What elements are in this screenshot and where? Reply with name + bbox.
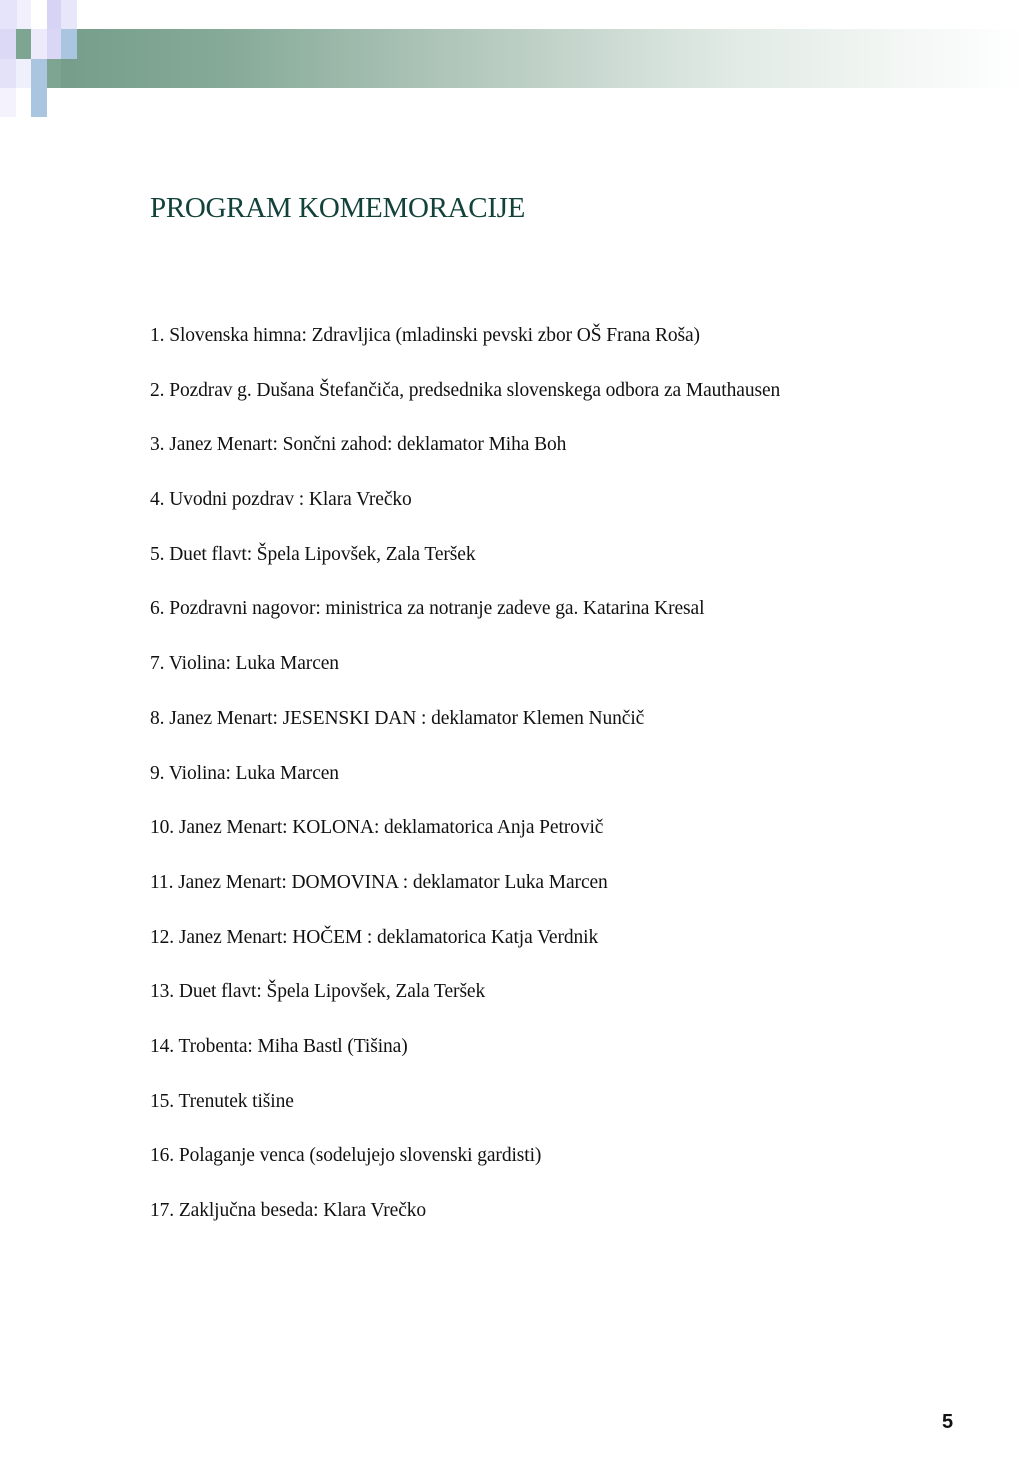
program-item: 9. Violina: Luka Marcen [150, 762, 339, 784]
deco-square [0, 88, 16, 117]
program-item: 6. Pozdravni nagovor: ministrica za notranje zadeve ga. Katarina Kresal [150, 598, 705, 620]
deco-square [47, 59, 61, 88]
program-item: 3. Janez Menart: Sončni zahod: deklamator Miha Boh [150, 434, 567, 456]
deco-square [47, 0, 61, 29]
deco-square [61, 29, 77, 59]
program-item: 7. Violina: Luka Marcen [150, 653, 339, 675]
program-item: 15. Trenutek tišine [150, 1090, 294, 1112]
decorative-squares [0, 0, 1024, 130]
program-item: 10. Janez Menart: KOLONA: deklamatorica Anja Petrovič [150, 817, 604, 839]
page-title: PROGRAM KOMEMORACIJE [150, 192, 526, 224]
program-item: 5. Duet flavt: Špela Lipovšek, Zala Teršek [150, 543, 476, 565]
deco-square [31, 29, 47, 59]
program-item: 11. Janez Menart: DOMOVINA : deklamator Luka Marcen [150, 871, 608, 893]
deco-square [16, 29, 31, 59]
program-item: 14. Trobenta: Miha Bastl (Tišina) [150, 1035, 408, 1057]
program-item: 17. Zaključna beseda: Klara Vrečko [150, 1200, 427, 1221]
program-item: 1. Slovenska himna: Zdravljica (mladinski pevski zbor OŠ Frana Roša) [150, 325, 700, 346]
deco-square [0, 59, 16, 88]
program-item: 2. Pozdrav g. Dušana Štefančiča, predsednika slovenskega odbora za Mauthausen [150, 379, 781, 401]
deco-square [47, 29, 61, 59]
deco-square [0, 29, 16, 59]
deco-square [17, 0, 31, 29]
program-list [150, 322, 780, 1252]
deco-square [31, 88, 47, 117]
deco-square [61, 0, 77, 29]
program-item: 16. Polaganje venca (sodelujejo slovenski gardisti) [150, 1145, 542, 1167]
deco-square [31, 59, 47, 88]
deco-square [0, 0, 17, 29]
program-item: 12. Janez Menart: HOČEM : deklamatorica Katja Verdnik [150, 926, 599, 948]
program-item: 8. Janez Menart: JESENSKI DAN : deklamator Klemen Nunčič [150, 707, 645, 729]
deco-square [16, 59, 31, 88]
program-item: 13. Duet flavt: Špela Lipovšek, Zala Teršek [150, 981, 486, 1003]
program-item: 4. Uvodni pozdrav : Klara Vrečko [150, 489, 412, 511]
page-number: 5 [942, 1411, 954, 1433]
